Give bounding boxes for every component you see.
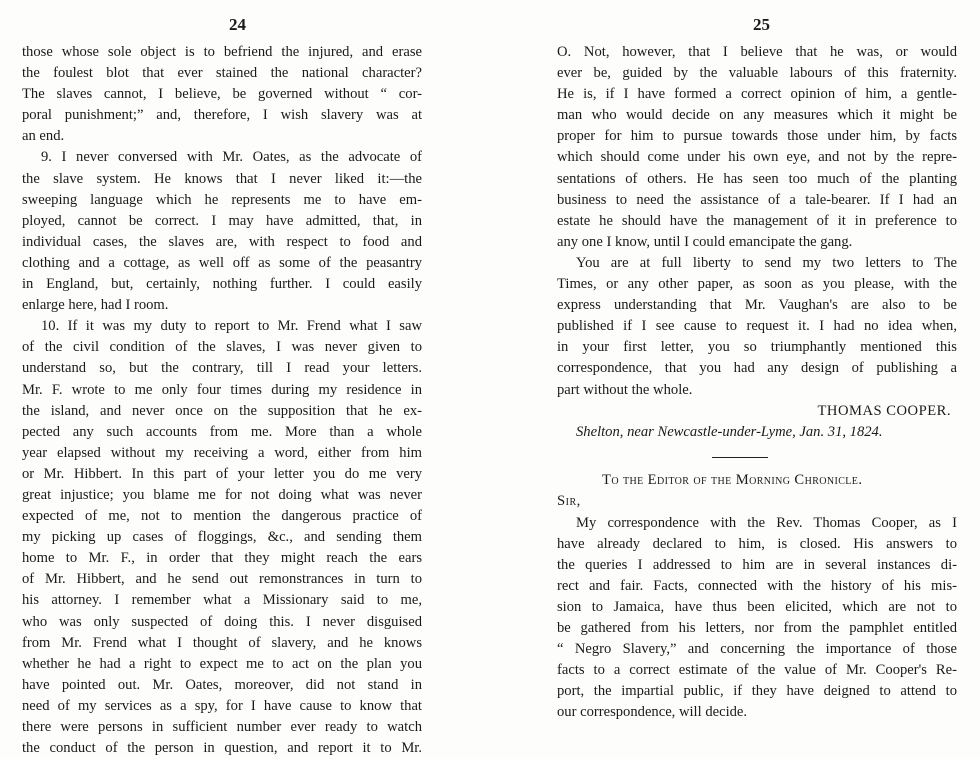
page-number-left: 24: [229, 15, 246, 34]
text-line: express understanding that Mr. Vaughan's are also to be: [557, 297, 957, 314]
page-number-right: 25: [753, 15, 770, 34]
text-line: enlarge here, had I room.: [22, 297, 169, 314]
text-line: our correspondence, will decide.: [557, 704, 748, 721]
text-line: correspondence, that you had any design of publishing a: [557, 360, 957, 377]
text-line: sion to Jamaica, have thus been elicited, which are not to: [557, 598, 957, 615]
text-line: his attorney. I remember what a Missionary said to me,: [22, 592, 422, 609]
text-line: those whose sole object is to befriend the injured, and erase: [22, 44, 422, 60]
dateline: Shelton, near Newcastle-under-Lyme, Jan. 31, 1824.: [576, 423, 883, 440]
signature: THOMAS COOPER.: [817, 402, 951, 419]
text-line: the conduct of the person in question, and report it to Mr.: [22, 740, 422, 757]
text-line: The slaves cannot, I believe, be governed without “ cor-: [22, 86, 422, 103]
text-line: the foulest blot that ever stained the national character?: [22, 65, 422, 82]
text-line: of Mr. Hibbert, and he send out remonstrances in turn to: [22, 571, 422, 588]
text-line: part without the whole.: [557, 381, 693, 398]
text-line: published if I see cause to request it. I had no idea when,: [557, 318, 957, 335]
text-line: rect and fair. Facts, connected with the history of his mis-: [557, 577, 957, 594]
text-line: ployed, cannot be correct. I may have admitted, that, in: [22, 212, 422, 229]
salutation: Sir,: [557, 493, 581, 510]
text-line: understand so, but the contrary, till I read your letters.: [22, 360, 422, 377]
text-line: He is, if I have formed a correct opinion of him, a gentle-: [557, 86, 957, 103]
text-line: man who would decide on any measures which it might be: [557, 107, 957, 124]
text-line: 9. I never conversed with Mr. Oates, as the advocate of: [41, 149, 422, 166]
text-line: 10. If it was my duty to report to Mr. Frend what I saw: [41, 318, 422, 335]
text-line: port, the impartial public, if they have deigned to attend to: [557, 683, 957, 700]
text-line: business to need the assistance of a tale-bearer. If I had an: [557, 191, 957, 208]
text-line: facts to a correct estimate of the value of Mr. Cooper's Re-: [557, 662, 957, 679]
left-page: [0, 0, 480, 757]
text-line: Mr. F. wrote to me only four times during my residence in: [22, 381, 422, 398]
text-line: the queries I addressed to him are in several instances di-: [557, 556, 957, 573]
text-line: which should come under his own eye, and not by the repre-: [557, 149, 957, 166]
text-line: of the civil condition of the slaves, I was never given to: [22, 339, 422, 356]
text-line: the island, and never once on the supposition that he ex-: [22, 402, 422, 419]
text-line: My correspondence with the Rev. Thomas Cooper, as I: [576, 514, 957, 531]
text-line: who was only suspected of doing this. I never disguised: [22, 613, 422, 630]
text-line: Times, or any other paper, as soon as you please, with the: [557, 276, 957, 293]
text-line: from Mr. Frend what I thought of slavery, and he knows: [22, 634, 422, 651]
text-line: estate he should have the management of it in preference to: [557, 212, 957, 229]
text-line: sweeping language which he represents me to have em-: [22, 191, 422, 208]
text-line: be gathered from his letters, nor from the pamphlet entitled: [557, 620, 957, 637]
right-page: [490, 0, 980, 721]
text-line: there were persons in sufficient number ever ready to watch: [22, 719, 422, 735]
text-line: You are at full liberty to send my two letters to The: [576, 254, 957, 271]
text-line: in your first letter, you so triumphantly mentioned this: [557, 339, 957, 356]
text-line: my picking up cases of floggings, &c., and sending them: [22, 529, 422, 546]
text-line: ever be, guided by the valuable labours of this fraternity.: [557, 65, 957, 82]
text-line: O. Not, however, that I believe that he was, or would: [557, 44, 957, 60]
text-line: need of my services as a spy, for I have cause to know that: [22, 697, 422, 714]
text-line: in England, but, certainly, nothing further. I could easily: [22, 276, 422, 293]
text-line: year elapsed without my receiving a word, either from him: [22, 444, 422, 461]
text-line: individual cases, the slaves are, with respect to food and: [22, 233, 422, 250]
text-line: expected of me, not to mention the dangerous practice of: [22, 508, 422, 525]
left-page-body: [22, 42, 422, 759]
text-line: proper for him to pursue towards those under him, by facts: [557, 128, 957, 145]
text-line: “ Negro Slavery,” and concerning the importance of those: [557, 641, 957, 658]
text-line: the slave system. He knows that I never liked it:—the: [22, 170, 422, 187]
text-line: great injustice; you blame me for not doing what was never: [22, 486, 422, 503]
text-line: home to Mr. F., in order that they might reach the ears: [22, 550, 422, 567]
text-line: an end.: [22, 128, 65, 145]
right-page-body: [557, 42, 957, 724]
text-line: poral punishment;” and, therefore, I wish slavery was at: [22, 107, 422, 124]
text-line: clothing and a cottage, as well off as some of the peasantry: [22, 254, 422, 271]
text-line: have pointed out. Mr. Oates, moreover, did not stand in: [22, 676, 422, 693]
text-line: whether he had a right to expect me to act on the plan you: [22, 655, 422, 672]
text-line: pected any such accounts from me. More than a whole: [22, 423, 422, 440]
letter-heading: To the Editor of the Morning Chronicle.: [602, 472, 863, 489]
text-line: any one I know, until I could emancipate the gang.: [557, 233, 853, 250]
text-line: sentations of others. He has seen too much of the planting: [557, 170, 957, 187]
text-line: have already declared to him, is closed. His answers to: [557, 535, 957, 552]
text-line: or Mr. Hibbert. In this part of your letter you do me very: [22, 465, 422, 482]
section-divider: [712, 457, 768, 459]
